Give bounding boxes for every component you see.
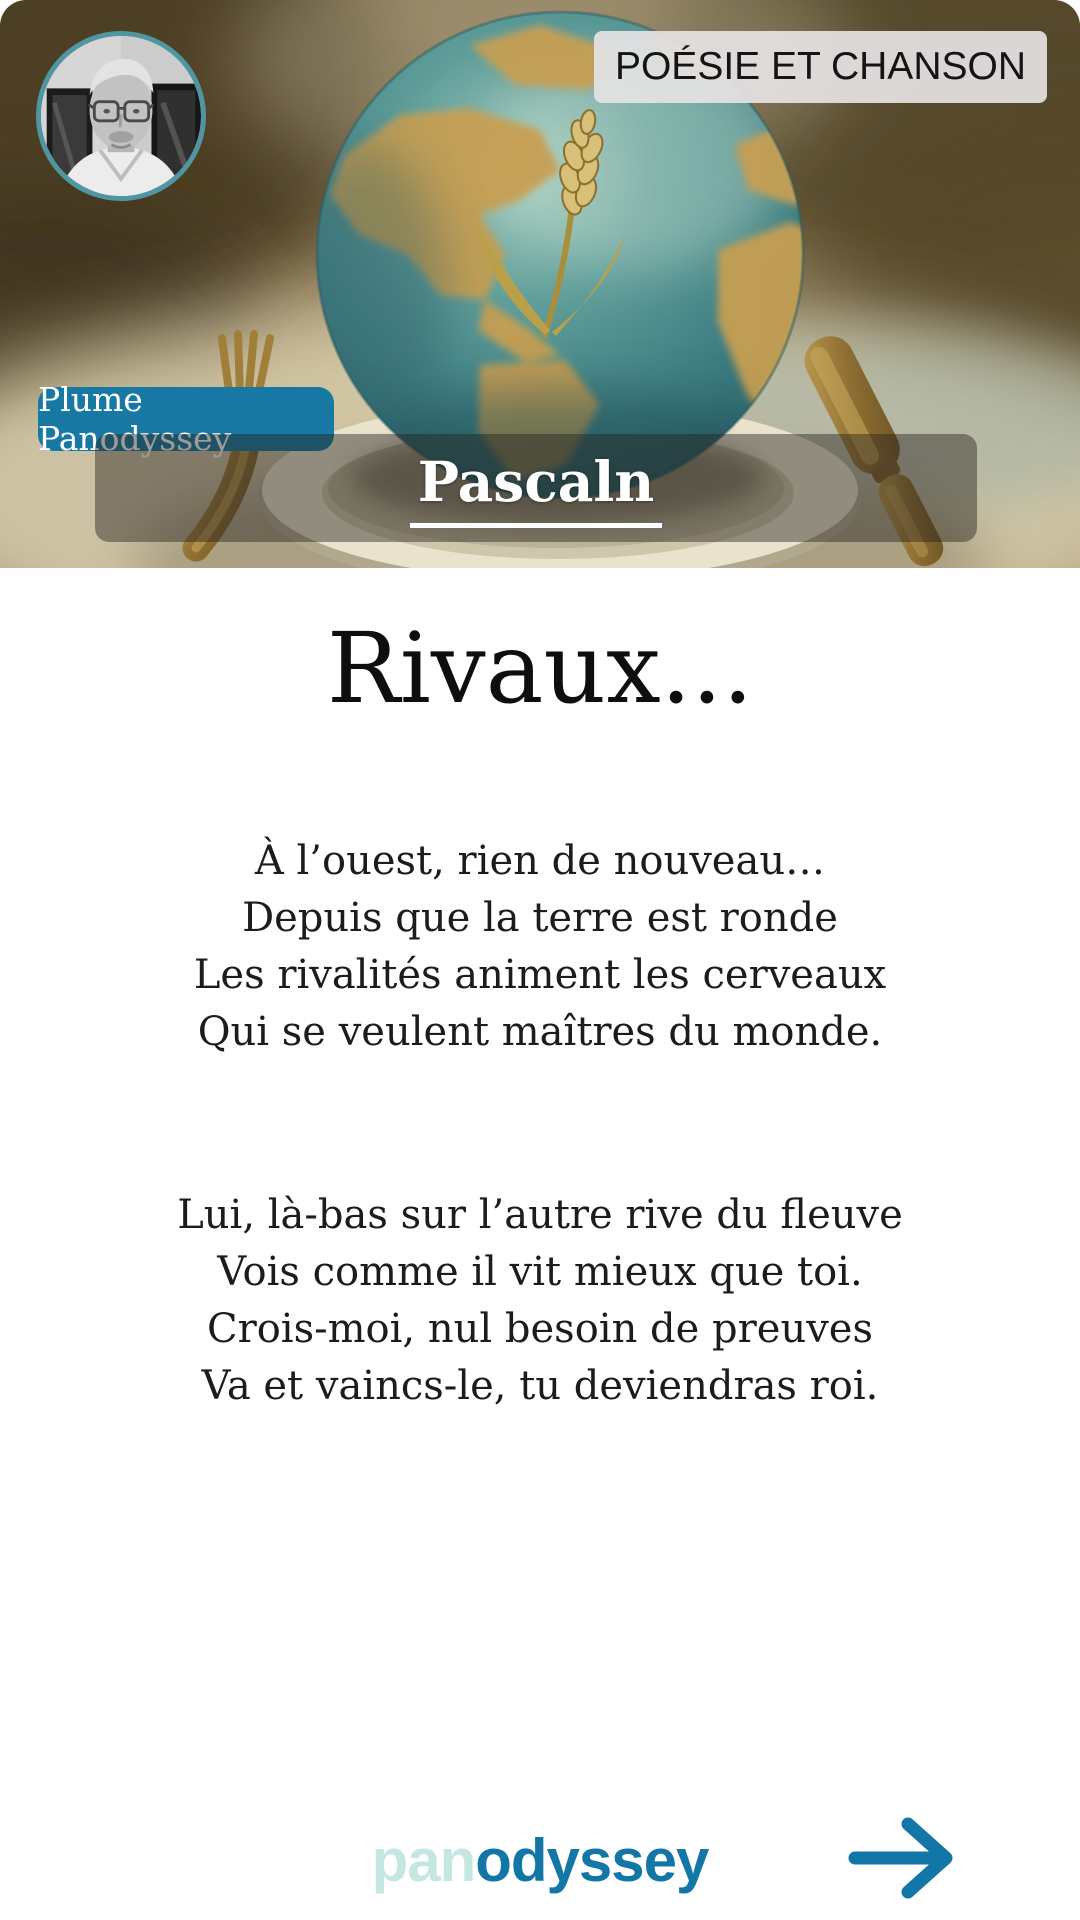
author-plume-badge[interactable]: Plume Panodyssey xyxy=(38,387,334,451)
author-name-link[interactable]: Pascaln xyxy=(410,449,663,528)
author-avatar[interactable] xyxy=(36,31,206,201)
poem-line: Qui se veulent maîtres du monde. xyxy=(197,1008,883,1055)
poem-stanza-1 xyxy=(0,833,1080,1061)
poem-stanza-2 xyxy=(0,1187,1080,1415)
article-title: Rivaux... xyxy=(326,612,754,725)
author-portrait xyxy=(41,36,201,196)
arrow-right-icon xyxy=(848,1816,970,1900)
category-badge[interactable]: POÉSIE ET CHANSON xyxy=(594,31,1047,103)
poem-line: Lui, là-bas sur l’autre rive du fleuve xyxy=(177,1191,903,1238)
poem-line: À l’ouest, rien de nouveau… xyxy=(254,837,826,884)
poem-line: Depuis que la terre est ronde xyxy=(242,894,838,941)
poem-line: Crois-moi, nul besoin de preuves xyxy=(206,1305,873,1352)
poem-line: Les rivalités animent les cerveaux xyxy=(193,951,887,998)
poem-line: Va et vaincs-le, tu deviendras roi. xyxy=(201,1362,879,1409)
poem-line: Vois comme il vit mieux que toi. xyxy=(217,1248,863,1295)
logo-part-odyssey: odyssey xyxy=(475,1827,709,1894)
article-content xyxy=(0,568,1080,1415)
logo-part-pan: pan xyxy=(371,1827,476,1894)
next-arrow-button[interactable] xyxy=(848,1816,970,1900)
author-name-bar xyxy=(95,434,977,542)
hero-image xyxy=(0,0,1080,568)
